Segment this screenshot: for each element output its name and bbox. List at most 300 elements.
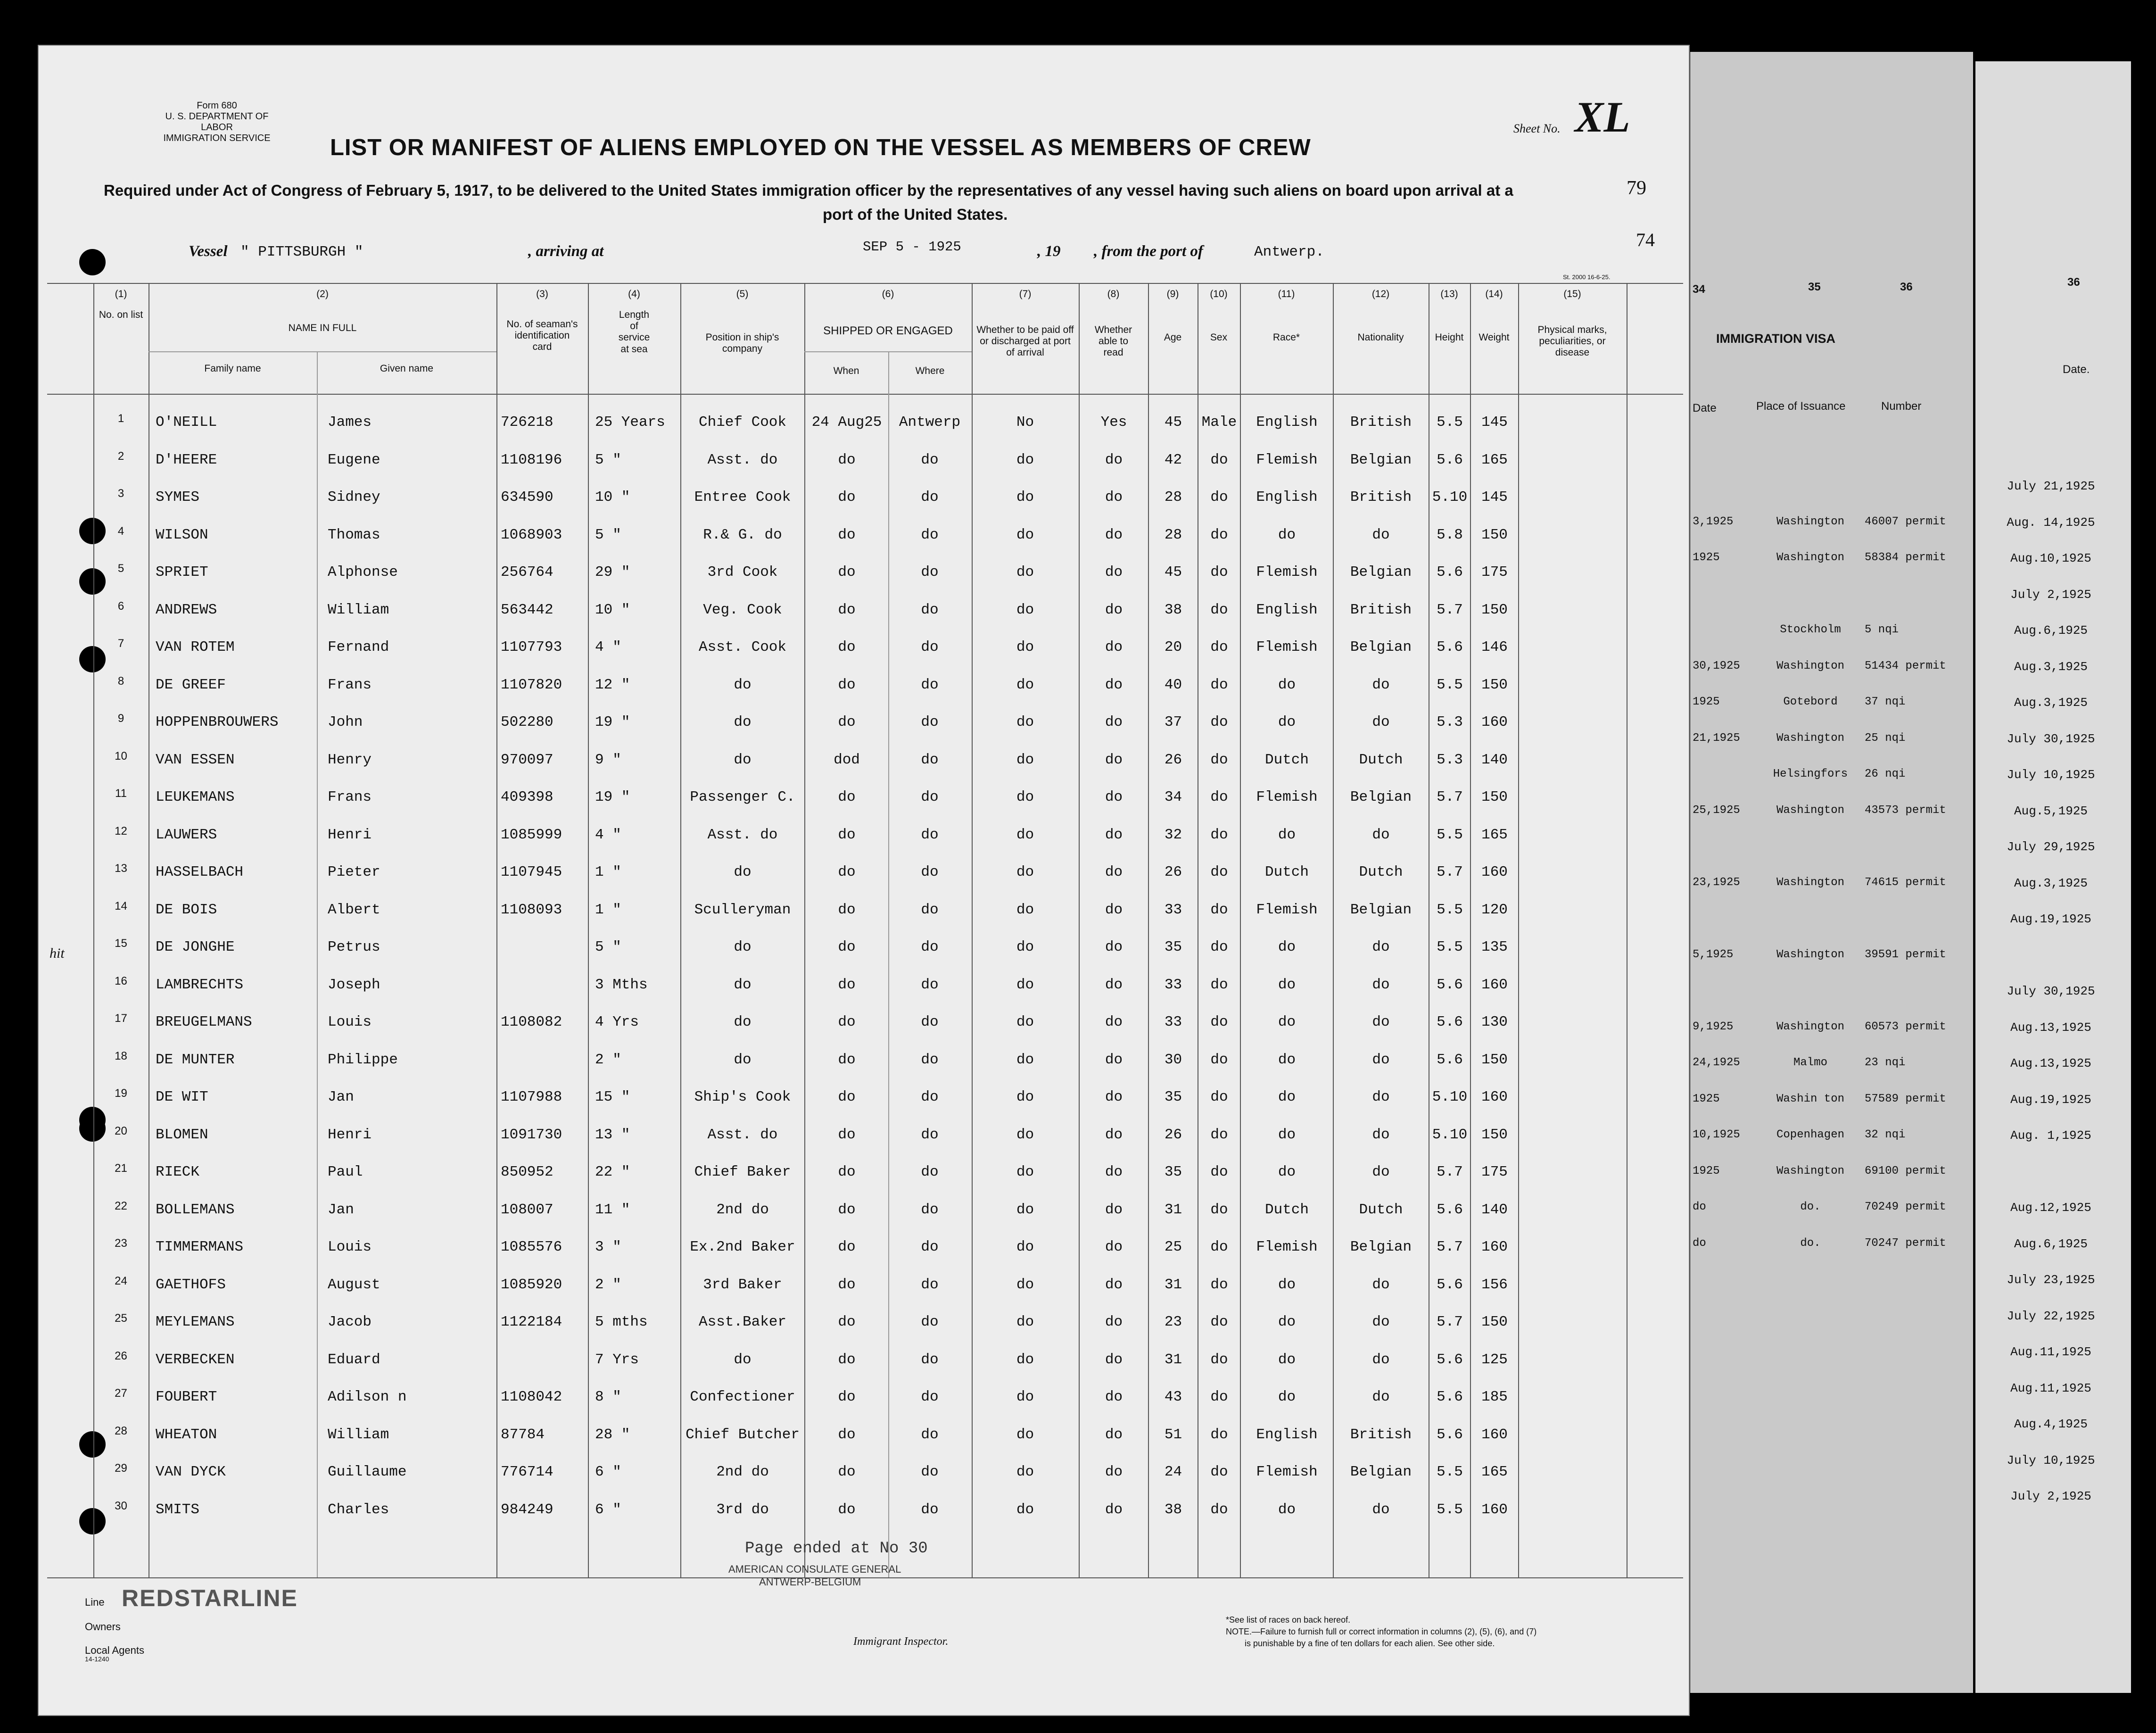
cell-height: 5.6 xyxy=(1437,639,1463,655)
cell-family: BOLLEMANS xyxy=(156,1201,235,1218)
cell-card: 726218 xyxy=(501,414,553,431)
cell-height: 5.6 xyxy=(1437,1014,1463,1030)
col-rule xyxy=(588,283,589,1577)
cell-height: 5.6 xyxy=(1437,1351,1463,1368)
cell-given: Sidney xyxy=(328,489,380,506)
visa-number: 57589 permit xyxy=(1865,1092,1946,1105)
visa-date: 21,1925 xyxy=(1693,731,1740,745)
cell-position: do xyxy=(734,1014,752,1030)
col-15-header: (15) Physical marks, peculiarities, or disease xyxy=(1537,289,1607,358)
cell-paid: do xyxy=(1016,1351,1034,1368)
cell-weight: 150 xyxy=(1481,1126,1508,1143)
cell-race: do xyxy=(1278,526,1296,543)
cell-position: do xyxy=(734,1051,752,1068)
cell-height: 5.5 xyxy=(1437,1464,1463,1480)
visa-date: 1925 xyxy=(1693,551,1720,564)
cell-family: FOUBERT xyxy=(156,1389,217,1405)
header-bottom-rule xyxy=(47,394,1683,395)
cell-height: 5.5 xyxy=(1437,901,1463,918)
col-12-header: (12) Nationality xyxy=(1357,289,1404,343)
cell-read: do xyxy=(1105,1126,1123,1143)
cell-given: William xyxy=(328,1426,389,1443)
cell-read: do xyxy=(1105,714,1123,730)
visa-date: 1925 xyxy=(1693,1164,1720,1177)
cell-position: Asst.Baker xyxy=(698,1314,787,1330)
visa-date2: July 29,1925 xyxy=(2007,840,2095,854)
cell-n: 8 xyxy=(117,674,124,688)
cell-nat: do xyxy=(1372,1314,1390,1330)
col-rule xyxy=(1079,283,1080,1577)
cell-given: Adilson n xyxy=(328,1389,407,1405)
cell-weight: 160 xyxy=(1481,1089,1508,1105)
cell-nat: do xyxy=(1372,976,1390,993)
cell-sex: do xyxy=(1210,676,1228,693)
consulate-city-stamp: ANTWERP-BELGIUM xyxy=(759,1576,861,1588)
cell-paid: do xyxy=(1016,1089,1034,1105)
cell-sex: do xyxy=(1210,1314,1228,1330)
where-header: Where xyxy=(915,365,945,376)
cell-position: Asst. do xyxy=(707,826,778,843)
cell-age: 31 xyxy=(1164,1276,1182,1293)
cell-when: do xyxy=(838,526,856,543)
cell-card: 1108196 xyxy=(501,451,562,468)
cell-race: do xyxy=(1278,976,1296,993)
visa-date: 24,1925 xyxy=(1693,1056,1740,1069)
cell-age: 34 xyxy=(1164,789,1182,805)
col-13-header: (13) Height xyxy=(1435,289,1464,343)
cell-paid: do xyxy=(1016,1464,1034,1480)
cell-height: 5.6 xyxy=(1437,976,1463,993)
cell-paid: do xyxy=(1016,1126,1034,1143)
visa-date2: Aug. 14,1925 xyxy=(2007,515,2095,530)
form-info xyxy=(158,100,276,144)
cell-card: 1085999 xyxy=(501,826,562,843)
cell-when: do xyxy=(838,1501,856,1518)
form-number: Form 680 xyxy=(197,100,237,111)
cell-read: do xyxy=(1105,1051,1123,1068)
cell-given: John xyxy=(328,714,363,730)
cell-position: do xyxy=(734,976,752,993)
cell-weight: 165 xyxy=(1481,1464,1508,1480)
cell-race: do xyxy=(1278,1389,1296,1405)
visa-date2: Aug.11,1925 xyxy=(2010,1381,2091,1395)
cell-where: do xyxy=(921,601,939,618)
when-header: When xyxy=(833,365,859,376)
cell-given: William xyxy=(328,601,389,618)
cell-n: 28 xyxy=(115,1424,127,1437)
cell-when: do xyxy=(838,901,856,918)
visa-place: Washington xyxy=(1776,731,1845,745)
cell-card: 634590 xyxy=(501,489,553,506)
cell-nat: Belgian xyxy=(1350,639,1412,655)
vessel-label: Vessel xyxy=(189,243,228,260)
cell-read: do xyxy=(1105,1164,1123,1180)
cell-sex: do xyxy=(1210,1276,1228,1293)
local-agents-label: Local Agents xyxy=(85,1644,144,1656)
line-stamp: REDSTARLINE xyxy=(122,1585,298,1611)
cell-race: do xyxy=(1278,939,1296,955)
visa-place: Washington xyxy=(1776,659,1845,672)
visa-place: do. xyxy=(1800,1236,1821,1250)
cell-where: do xyxy=(921,639,939,655)
visa-date2: Aug.5,1925 xyxy=(2014,804,2088,818)
cell-read: do xyxy=(1105,451,1123,468)
col-3-header: (3) No. of seaman's identification card xyxy=(506,289,578,353)
cell-age: 38 xyxy=(1164,601,1182,618)
visa-date2: July 30,1925 xyxy=(2007,731,2095,746)
cell-read: do xyxy=(1105,639,1123,655)
cell-nat: do xyxy=(1372,1014,1390,1030)
visa-number: 23 nqi xyxy=(1865,1056,1906,1069)
cell-sex: do xyxy=(1210,1089,1228,1105)
cell-family: DE WIT xyxy=(156,1089,208,1105)
cell-age: 23 xyxy=(1164,1314,1182,1330)
cell-age: 35 xyxy=(1164,1089,1182,1105)
line-label: Line xyxy=(85,1596,105,1608)
cell-where: do xyxy=(921,939,939,955)
cell-height: 5.6 xyxy=(1437,1276,1463,1293)
cell-family: TIMMERMANS xyxy=(156,1239,244,1255)
cell-read: Yes xyxy=(1100,414,1127,431)
cell-paid: do xyxy=(1016,1239,1034,1255)
cell-weight: 160 xyxy=(1481,976,1508,993)
visa-date2: July 30,1925 xyxy=(2007,984,2095,998)
cell-sex: do xyxy=(1210,751,1228,768)
cell-height: 5.5 xyxy=(1437,414,1463,431)
visa-date2: July 21,1925 xyxy=(2007,479,2095,493)
cell-nat: do xyxy=(1372,714,1390,730)
port-label: , from the port of xyxy=(1094,243,1203,260)
cell-n: 4 xyxy=(117,524,124,538)
cell-paid: do xyxy=(1016,826,1034,843)
cell-card: 256764 xyxy=(501,564,553,580)
visa-date2: July 23,1925 xyxy=(2007,1273,2095,1287)
col-rule xyxy=(1470,283,1471,1577)
cell-where: do xyxy=(921,1239,939,1255)
cell-race: do xyxy=(1278,1089,1296,1105)
visa-place: Washington xyxy=(1776,1020,1845,1033)
cell-n: 29 xyxy=(115,1462,127,1475)
cell-when: 24 Aug25 xyxy=(811,414,882,431)
cell-service: 9 " xyxy=(595,751,621,768)
cell-read: do xyxy=(1105,864,1123,880)
cell-sex: do xyxy=(1210,526,1228,543)
department: U. S. DEPARTMENT OF LABOR xyxy=(165,111,269,133)
cell-age: 45 xyxy=(1164,414,1182,431)
cell-age: 40 xyxy=(1164,676,1182,693)
cell-service: 4 Yrs xyxy=(595,1014,639,1030)
cell-nat: Belgian xyxy=(1350,901,1412,918)
cell-paid: do xyxy=(1016,751,1034,768)
cell-height: 5.7 xyxy=(1437,864,1463,880)
cell-where: do xyxy=(921,1314,939,1330)
cell-service: 5 " xyxy=(595,526,621,543)
cell-race: Dutch xyxy=(1264,751,1309,768)
visa-date: 30,1925 xyxy=(1693,659,1740,672)
cell-paid: do xyxy=(1016,451,1034,468)
col-11-header: (11) Race* xyxy=(1272,289,1300,343)
cell-family: LAMBRECHTS xyxy=(156,976,244,993)
cell-given: Louis xyxy=(328,1014,372,1030)
cell-when: do xyxy=(838,789,856,805)
inspector-label: Immigrant Inspector. xyxy=(853,1635,949,1648)
cell-read: do xyxy=(1105,751,1123,768)
cell-where: do xyxy=(921,1126,939,1143)
visa-number: 5 nqi xyxy=(1865,623,1899,636)
cell-age: 24 xyxy=(1164,1464,1182,1480)
cell-height: 5.6 xyxy=(1437,1051,1463,1068)
col-rule xyxy=(1518,283,1519,1577)
cell-card: 1107945 xyxy=(501,864,562,880)
cell-nat: Belgian xyxy=(1350,1239,1412,1255)
cell-service: 1 " xyxy=(595,901,621,918)
cell-height: 5.10 xyxy=(1432,1126,1468,1143)
cell-race: do xyxy=(1278,1501,1296,1518)
visa-date2: Aug.13,1925 xyxy=(2010,1020,2091,1035)
visa-date: 3,1925 xyxy=(1693,515,1734,528)
cell-given: James xyxy=(328,414,372,431)
cell-age: 43 xyxy=(1164,1389,1182,1405)
cell-sex: do xyxy=(1210,976,1228,993)
cell-position: do xyxy=(734,864,752,880)
cell-age: 26 xyxy=(1164,864,1182,880)
cell-paid: do xyxy=(1016,1014,1034,1030)
cell-nat: do xyxy=(1372,1351,1390,1368)
cell-sex: do xyxy=(1210,864,1228,880)
cell-n: 12 xyxy=(115,824,127,837)
cell-height: 5.7 xyxy=(1437,1314,1463,1330)
cell-race: Flemish xyxy=(1256,789,1318,805)
cell-nat: do xyxy=(1372,676,1390,693)
cell-race: Flemish xyxy=(1256,451,1318,468)
cell-where: do xyxy=(921,1389,939,1405)
cell-sex: Male xyxy=(1201,414,1237,431)
cell-paid: do xyxy=(1016,1389,1034,1405)
cell-race: Flemish xyxy=(1256,1239,1318,1255)
cell-read: do xyxy=(1105,676,1123,693)
cell-when: do xyxy=(838,451,856,468)
cell-given: Alphonse xyxy=(328,564,398,580)
cell-given: Fernand xyxy=(328,639,389,655)
cell-when: do xyxy=(838,976,856,993)
cell-position: Chief Butcher xyxy=(686,1426,800,1443)
cell-given: Thomas xyxy=(328,526,380,543)
visa-date2: Aug.11,1925 xyxy=(2010,1345,2091,1359)
visa-col-35: 35 xyxy=(1808,281,1821,293)
visa-number: 60573 permit xyxy=(1865,1020,1946,1033)
visa-number: 69100 permit xyxy=(1865,1164,1946,1177)
cell-paid: do xyxy=(1016,789,1034,805)
cell-card: 1091730 xyxy=(501,1126,562,1143)
cell-family: VAN ESSEN xyxy=(156,751,235,768)
departure-port: Antwerp. xyxy=(1254,244,1324,260)
cell-when: dod xyxy=(834,751,860,768)
cell-service: 11 " xyxy=(595,1201,630,1218)
cell-position: Passenger C. xyxy=(690,789,795,805)
cell-service: 4 " xyxy=(595,826,621,843)
cell-height: 5.5 xyxy=(1437,676,1463,693)
cell-card: 776714 xyxy=(501,1464,553,1480)
cell-service: 22 " xyxy=(595,1164,630,1180)
cell-height: 5.5 xyxy=(1437,939,1463,955)
cell-service: 5 " xyxy=(595,451,621,468)
col-5-header: (5) Position in ship's company xyxy=(705,289,779,355)
cell-weight: 150 xyxy=(1481,1314,1508,1330)
cell-given: Henri xyxy=(328,826,372,843)
cell-age: 33 xyxy=(1164,976,1182,993)
cell-service: 6 " xyxy=(595,1464,621,1480)
visa-date: 9,1925 xyxy=(1693,1020,1734,1033)
cell-age: 37 xyxy=(1164,714,1182,730)
cell-position: do xyxy=(734,1351,752,1368)
cell-age: 35 xyxy=(1164,1164,1182,1180)
cell-read: do xyxy=(1105,976,1123,993)
cell-weight: 146 xyxy=(1481,639,1508,655)
cell-n: 24 xyxy=(115,1274,127,1287)
cell-read: do xyxy=(1105,1276,1123,1293)
cell-read: do xyxy=(1105,1501,1123,1518)
cell-family: GAETHOFS xyxy=(156,1276,226,1293)
cell-sex: do xyxy=(1210,1164,1228,1180)
cell-card: 1107988 xyxy=(501,1089,562,1105)
cell-where: do xyxy=(921,714,939,730)
cell-service: 3 Mths xyxy=(595,976,648,993)
cell-age: 38 xyxy=(1164,1501,1182,1518)
cell-nat: do xyxy=(1372,526,1390,543)
cell-where: do xyxy=(921,751,939,768)
cell-card: 984249 xyxy=(501,1501,553,1518)
visa-date2: July 2,1925 xyxy=(2010,587,2091,602)
cell-card: 1068903 xyxy=(501,526,562,543)
cell-when: do xyxy=(838,939,856,955)
cell-read: do xyxy=(1105,564,1123,580)
cell-paid: do xyxy=(1016,639,1034,655)
col-4-header: (4) Length of service at sea xyxy=(618,289,650,355)
cell-n: 15 xyxy=(115,937,127,950)
cell-read: do xyxy=(1105,489,1123,506)
cell-n: 18 xyxy=(115,1049,127,1062)
cell-height: 5.6 xyxy=(1437,564,1463,580)
cell-when: do xyxy=(838,1314,856,1330)
subtitle-line-1: Required under Act of Congress of February 5, 1917, to be delivered to the United States immigration officer by the representatives of any vessel having such aliens on board upon arrival at a xyxy=(104,182,1513,199)
cell-where: do xyxy=(921,564,939,580)
cell-given: Charles xyxy=(328,1501,389,1518)
cell-weight: 160 xyxy=(1481,864,1508,880)
arriving-label: , arriving at xyxy=(528,243,604,260)
visa-col-36b: 36 xyxy=(2067,276,2080,289)
footnote-races: *See list of races on back hereof. xyxy=(1226,1615,1351,1625)
cell-where: do xyxy=(921,1276,939,1293)
cell-when: do xyxy=(838,564,856,580)
cell-card: 1085920 xyxy=(501,1276,562,1293)
visa-number: 32 nqi xyxy=(1865,1128,1906,1141)
cell-paid: No xyxy=(1016,414,1034,431)
visa-number: 37 nqi xyxy=(1865,696,1906,708)
cell-age: 32 xyxy=(1164,826,1182,843)
cell-family: DE JONGHE xyxy=(156,939,235,955)
cell-nat: Belgian xyxy=(1350,564,1412,580)
cell-given: Henri xyxy=(328,1126,372,1143)
cell-service: 2 " xyxy=(595,1051,621,1068)
cell-where: do xyxy=(921,1051,939,1068)
cell-sex: do xyxy=(1210,1239,1228,1255)
cell-race: do xyxy=(1278,1051,1296,1068)
cell-weight: 175 xyxy=(1481,1164,1508,1180)
cell-height: 5.5 xyxy=(1437,826,1463,843)
cell-height: 5.7 xyxy=(1437,1239,1463,1255)
cell-race: do xyxy=(1278,1314,1296,1330)
visa-date2: Aug.3,1925 xyxy=(2014,659,2088,674)
cell-nat: British xyxy=(1350,414,1412,431)
visa-number-header: Number xyxy=(1881,400,1922,413)
cell-age: 31 xyxy=(1164,1351,1182,1368)
cell-n: 13 xyxy=(115,862,127,875)
page-number-stamp: 79 xyxy=(1627,177,1646,199)
cell-position: 3rd do xyxy=(716,1501,769,1518)
cell-race: English xyxy=(1256,414,1318,431)
cell-where: do xyxy=(921,526,939,543)
cell-position: 3rd Baker xyxy=(703,1276,782,1293)
cell-family: HASSELBACH xyxy=(156,864,244,880)
cell-sex: do xyxy=(1210,1126,1228,1143)
cell-where: do xyxy=(921,489,939,506)
cell-position: do xyxy=(734,751,752,768)
cell-position: Entree Cook xyxy=(694,489,791,506)
visa-date: do xyxy=(1693,1201,1706,1213)
cell-given: Henry xyxy=(328,751,372,768)
cell-sex: do xyxy=(1210,601,1228,618)
cell-n: 10 xyxy=(115,749,127,763)
cell-service: 3 " xyxy=(595,1239,621,1255)
cell-given: Albert xyxy=(328,901,380,918)
cell-read: do xyxy=(1105,1351,1123,1368)
cell-family: HOPPENBROUWERS xyxy=(156,714,279,730)
cell-card: 1085576 xyxy=(501,1239,562,1255)
cell-weight: 120 xyxy=(1481,901,1508,918)
cell-nat: Dutch xyxy=(1359,864,1403,880)
cell-card: 563442 xyxy=(501,601,553,618)
cell-card: 1108042 xyxy=(501,1389,562,1405)
cell-paid: do xyxy=(1016,489,1034,506)
cell-sex: do xyxy=(1210,1389,1228,1405)
cell-sex: do xyxy=(1210,826,1228,843)
cell-n: 5 xyxy=(117,562,124,575)
visa-date2: Aug.3,1925 xyxy=(2014,876,2088,890)
visa-date2: Aug.19,1925 xyxy=(2010,1092,2091,1107)
cell-n: 30 xyxy=(115,1499,127,1512)
cell-when: do xyxy=(838,1089,856,1105)
visa-col-36: 36 xyxy=(1900,281,1913,293)
cell-height: 5.6 xyxy=(1437,1389,1463,1405)
margin-note: hit xyxy=(50,945,65,961)
cell-given: Jacob xyxy=(328,1314,372,1330)
cell-family: DE GREEF xyxy=(156,676,226,693)
visa-place: Gotebord xyxy=(1783,696,1838,708)
cell-n: 9 xyxy=(117,712,124,725)
col-9-header: (9) Age xyxy=(1164,289,1182,343)
visa-place: Helsingfors xyxy=(1773,768,1848,780)
cell-family: SMITS xyxy=(156,1501,200,1518)
cell-sex: do xyxy=(1210,901,1228,918)
cell-weight: 160 xyxy=(1481,1426,1508,1443)
cell-weight: 165 xyxy=(1481,826,1508,843)
cell-weight: 125 xyxy=(1481,1351,1508,1368)
cell-card: 850952 xyxy=(501,1164,553,1180)
cell-nat: do xyxy=(1372,1164,1390,1180)
cell-service: 7 Yrs xyxy=(595,1351,639,1368)
visa-date2: July 22,1925 xyxy=(2007,1309,2095,1323)
cell-race: Flemish xyxy=(1256,901,1318,918)
